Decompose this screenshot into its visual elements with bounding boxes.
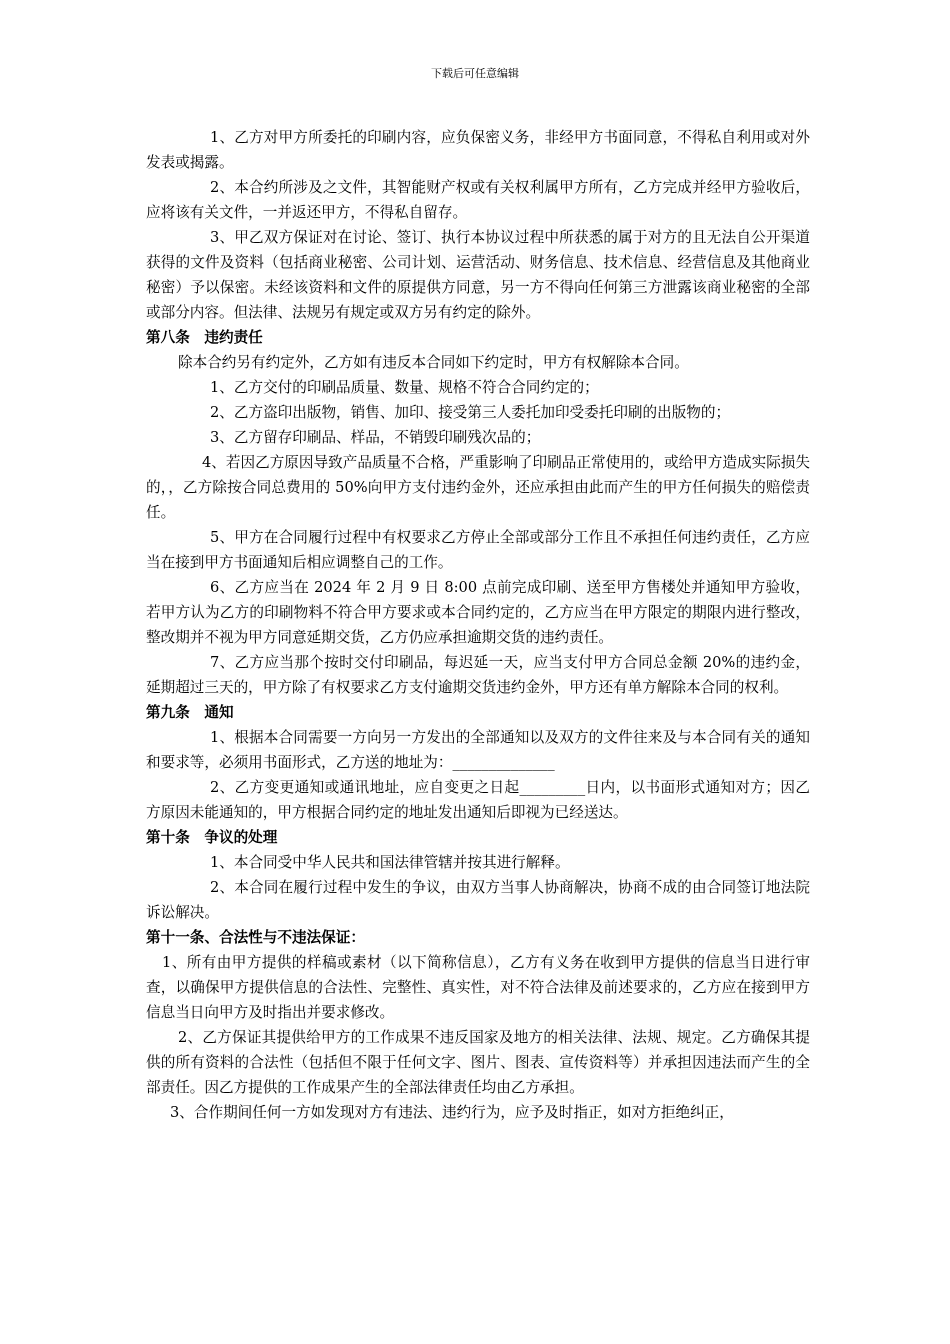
paragraph: 除本合约另有约定外，乙方如有违反本合同如下约定时，甲方有权解除本合同。 (178, 354, 689, 371)
paragraph: 6、乙方应当在 2024 年 2 月 9 日 8:00 点前完成印刷、送至甲方售楼处并通知甲方验收，若甲方认为乙方的印刷物料不符合甲方要求或本合同约定的，乙方应当在甲方限定的期限内进行整改，整改期并不视为甲方同意延期交货，乙方仍应承担逾期交货的违约责任。 (146, 579, 810, 646)
paragraph: 3、乙方留存印刷品、样品，不销毁印刷残次品的； (210, 429, 541, 446)
paragraph: 1、根据本合同需要一方向另一方发出的全部通知以及双方的文件往来及与本合同有关的通知和要求等，必须用书面形式，乙方送的地址为：______________ (146, 729, 810, 771)
section-heading: 第八条 违约责任 (146, 329, 263, 346)
paragraph: 5、甲方在合同履行过程中有权要求乙方停止全部或部分工作且不承担任何违约责任，乙方应当在接到甲方书面通知后相应调整自己的工作。 (146, 529, 810, 571)
paragraph: 7、乙方应当那个按时交付印刷品，每迟延一天，应当支付甲方合同总金额 20%的违约金，延期超过三天的，甲方除了有权要求乙方支付逾期交货违约金外，甲方还有单方解除本合同的权利。 (146, 654, 810, 696)
document-body (146, 125, 810, 1125)
paragraph: 3、合作期间任何一方如发现对方有违法、违约行为，应予及时指正，如对方拒绝纠正， (170, 1104, 734, 1121)
paragraph: 3、甲乙双方保证对在讨论、签订、执行本协议过程中所获悉的属于对方的且无法自公开渠道获得的文件及资料（包括商业秘密、公司计划、运营活动、财务信息、技术信息、经营信息及其他商业秘密）予以保密。未经该资料和文件的原提供方同意，另一方不得向任何第三方泄露该商业秘密的全部或部分内容。但法律、法规另有规定或双方另有约定的除外。 (146, 229, 810, 321)
paragraph: 2、乙方盗印出版物，销售、加印、接受第三人委托加印受委托印刷的出版物的； (210, 404, 731, 421)
paragraph: 2、乙方保证其提供给甲方的工作成果不违反国家及地方的相关法律、法规、规定。乙方确保其提供的所有资料的合法性（包括但不限于任何文字、图片、图表、宣传资料等）并承担因违法而产生的全部责任。因乙方提供的工作成果产生的全部法律责任均由乙方承担。 (146, 1029, 810, 1096)
section-heading: 第九条 通知 (146, 704, 234, 721)
paragraph: 1、本合同受中华人民共和国法律管辖并按其进行解释。 (210, 854, 570, 871)
paragraph: 2、乙方变更通知或通讯地址，应自变更之日起_________日内，以书面形式通知对方；因乙方原因未能通知的，甲方根据合同约定的地址发出通知后即视为已经送达。 (146, 779, 810, 821)
paragraph: 2、本合同在履行过程中发生的争议，由双方当事人协商解决，协商不成的由合同签订地法院诉讼解决。 (146, 879, 810, 921)
page-header: 下载后可任意编辑 (431, 67, 519, 80)
section-heading: 第十条 争议的处理 (146, 829, 278, 846)
paragraph: 4、若因乙方原因导致产品质量不合格，严重影响了印刷品正常使用的，或给甲方造成实际损失的，，乙方除按合同总费用的 50%向甲方支付违约金外，还应承担由此而产生的甲方任何损失的赔偿责任。 (146, 454, 810, 521)
paragraph: 1、乙方对甲方所委托的印刷内容，应负保密义务，非经甲方书面同意，不得私自利用或对外发表或揭露。 (146, 129, 810, 171)
section-heading: 第十一条、合法性与不违法保证： (146, 929, 365, 946)
paragraph: 1、乙方交付的印刷品质量、数量、规格不符合合同约定的； (210, 379, 599, 396)
paragraph: 2、本合约所涉及之文件，其智能财产权或有关权利属甲方所有，乙方完成并经甲方验收后，应将该有关文件，一并返还甲方，不得私自留存。 (146, 179, 810, 221)
paragraph: 1、所有由甲方提供的样稿或素材（以下简称信息），乙方有义务在收到甲方提供的信息当日进行审查，以确保甲方提供信息的合法性、完整性、真实性，对不符合法律及前述要求的，乙方应在接到甲方信息当日向甲方及时指出并要求修改。 (146, 954, 810, 1021)
